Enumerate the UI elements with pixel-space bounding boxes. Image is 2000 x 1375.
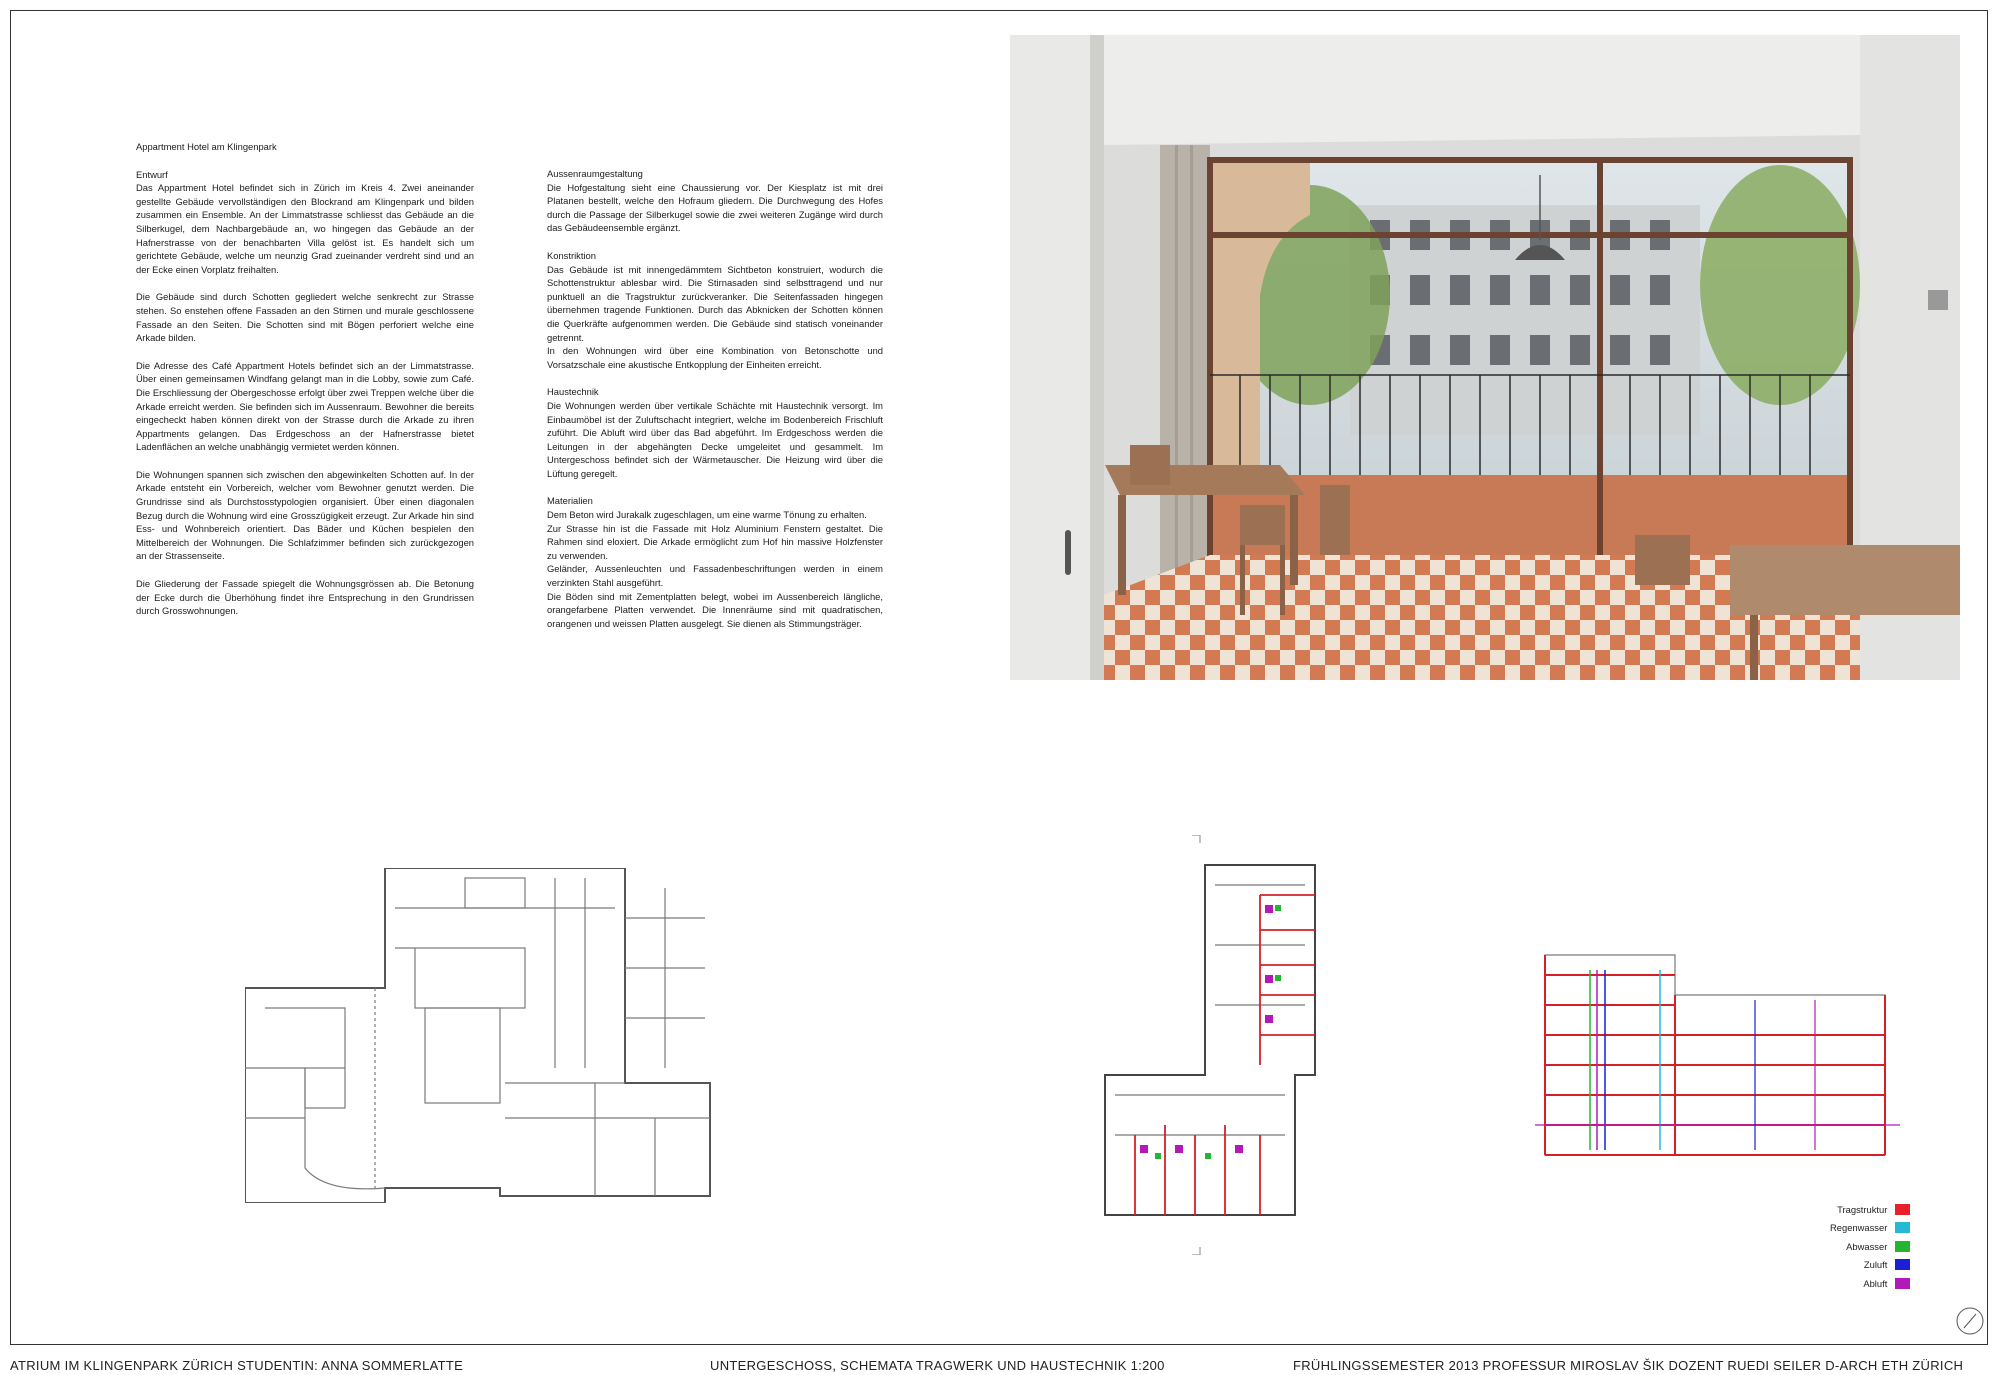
section-heading: Entwurf <box>136 168 168 180</box>
section-body: Dem Beton wird Jurakalk zugeschlagen, um eine warme Tönung zu erhalten. Zur Strasse hin ist die Fassade mit Holz Aluminium Fenstern gestaltet. Die Rahmen sind eloxiert. Die Arkade ermöglicht zum Hof hin massive Holzfenster zu verwenden. Geländer, Aussenleuchten und Fassadenbeschriftungen werden in einem verzinkten Stahl ausgeführt. Die Böden sind mit Zementplatten belegt, wobei im Aussenbereich längliche, orangefarbene Platten verwendet. Die Innenräume sind mit quadratischen, orangenen und weissen Platten ausgelegt. Sie dienen als Stimmungsträger. <box>547 509 883 629</box>
section-heading: Konstriktion <box>547 249 596 261</box>
section-body: Die Adresse des Café Appartment Hotels befindet sich an der Limmatstrasse. Über einen gemeinsamen Windfang gelangt man in die Lobby, sowie zum Café. Die Erschliessung der Obergeschosse erfolgt über zwei Treppen welche über die Arkade erreicht werden. Sie befinden sich im Aussenraum. Bewohner die bereits eingecheckt haben können direkt von der Strasse durch die Arkade zu ihren Appartments gelangen. Das Erdgeschoss an der Hafnerstrasse bietet Ladenflächen an welche unabhängig vermietet werden können. <box>136 359 474 453</box>
legend <box>1830 1200 1910 1293</box>
section-body: Die Wohnungen werden über vertikale Schächte mit Haustechnik versorgt. Im Einbaumöbel ist der Zuluftschacht integriert, welche im Bodenbereich Frischluft zuführt. Die Abluft wird über das Bad abgeführt. Im Erdgeschoss werden die Leitungen in der abgehängten Decke umgeleitet und gesammelt. Im Untergeschoss befindet sich der Wärmetauscher. Die Heizung wird über die Lüftung geregelt. <box>547 399 883 479</box>
section-heading: Aussenraumgestaltung <box>547 168 643 179</box>
text-paragraph <box>547 249 883 371</box>
legend-label: Abwasser <box>1846 1240 1888 1252</box>
section-body: Das Gebäude ist mit innengedämmtem Sichtbeton konstruiert, wodurch die Schottenstruktur ablesbar wird. Die Stirnasaden sind selbsttragend und nur punktuell an die Tragstruktur zurückveranker. Die Seitenfassaden hingegen übernehmen tragende Funktionen. Durch das Abknicken der Schotten können die Querkräfte aufgenommen werden. Die Gebäude sind statisch voneinander getrennt. In den Wohnungen wird über eine Kombination von Betonschotte und Vorsatzschale eine akustische Entkopplung der Einheiten erreicht. <box>547 263 883 370</box>
footer-left: ATRIUM IM KLINGENPARK ZÜRICH STUDENTIN: ANNA SOMMERLATTE <box>10 1358 464 1373</box>
section-body: Die Wohnungen spannen sich zwischen den abgewinkelten Schotten auf. In der Arkade entsteht ein Vorbereich, welcher vom Bewohner genutzt werden. Die Grundrisse sind als Durchstosstypologien organisiert. Über einen diagonalen Bezug durch die Wohnung wird eine Grosszügigkeit erzeugt. Zur Arkade hin sind Ess- und Wohnbereich orientiert. Das Bäder und Küchen bespielen den Mittelbereich der Wohnungen. Die Schlafzimmer befinden sich zurückgezogen an der Strassenseite. <box>136 468 474 562</box>
services-section-diagram <box>1535 950 1910 1165</box>
text-paragraph <box>136 359 474 454</box>
legend-swatch <box>1895 1241 1910 1252</box>
section-heading: Materialien <box>547 495 593 507</box>
footer-center: UNTERGESCHOSS, SCHEMATA TRAGWERK UND HAUSTECHNIK 1:200 <box>710 1358 1165 1373</box>
section-body: Die Gebäude sind durch Schotten gegliedert welche senkrecht zur Strasse stehen. So enstehen offene Fassaden an den Stirnen und murale geschlossene Fassade an den Seiten. Die Schotten sind mit Bögen perforiert welche eine Arkade bilden. <box>136 291 474 344</box>
legend-item <box>1830 1274 1910 1293</box>
structure-floor-plan <box>1065 835 1320 1255</box>
document-title: Appartment Hotel am Klingenpark <box>136 141 277 152</box>
legend-item <box>1830 1219 1910 1238</box>
text-paragraph <box>136 290 474 344</box>
legend-label: Tragstruktur <box>1837 1203 1888 1215</box>
section-body: Das Appartment Hotel befindet sich in Zürich im Kreis 4. Zwei aneinander gestellte Gebäude vervollständigen den Blockrand am Klingenpark und bilden zusammen ein Ensemble. An der Limmatstrasse schliesst das Gebäude an die Silberkugel, dem Nachbargebäude an, wo hingegen das Gebäude an der Hafnerstrasse von der benachbarten Villa gelöst ist. Es handelt sich um gerichtete Gebäude, welche um neunzig Grad zueinander verdreht sind und an der Ecke einen Vorplatz freihalten. <box>136 182 474 275</box>
section-body: Die Hofgestaltung sieht eine Chaussierung vor. Der Kiesplatz ist mit drei Platanen bestellt, welche den Hofraum gliedern. Die Durchwegung des Hofes durch die Passage der Silberkugel sowie die zwei weiteren Zugänge wird durch das Gebäudeensemble ergänzt. <box>547 181 883 234</box>
legend-swatch <box>1895 1259 1910 1270</box>
legend-label: Abluft <box>1863 1277 1888 1289</box>
section-heading: Haustechnik <box>547 386 599 398</box>
legend-label: Zuluft <box>1863 1259 1888 1271</box>
legend-swatch <box>1895 1222 1910 1233</box>
north-arrow-icon <box>1955 1306 1985 1336</box>
legend-item <box>1830 1200 1910 1219</box>
text-paragraph <box>547 167 883 235</box>
legend-swatch <box>1895 1204 1910 1215</box>
legend-swatch <box>1895 1278 1910 1289</box>
text-column-right <box>547 167 883 644</box>
text-paragraph <box>136 577 474 618</box>
text-paragraph <box>136 468 474 563</box>
legend-label: Regenwasser <box>1830 1222 1888 1234</box>
legend-item <box>1830 1237 1910 1256</box>
text-paragraph <box>547 385 883 480</box>
section-body: Die Gliederung der Fassade spiegelt die Wohnungsgrössen ab. Die Betonung der Ecke durch die Überhöhung findet ihre Entsprechung in den Grundrissen durch Grosswohnungen. <box>136 578 474 617</box>
legend-item <box>1830 1256 1910 1275</box>
footer-right: FRÜHLINGSSEMESTER 2013 PROFESSUR MIROSLAV ŠIK DOZENT RUEDI SEILER D-ARCH ETH ZÜRICH <box>1293 1358 1964 1373</box>
basement-floor-plan <box>245 868 715 1203</box>
text-column-left <box>136 140 474 632</box>
text-paragraph <box>547 494 883 630</box>
text-paragraph <box>136 168 474 277</box>
interior-rendering <box>1010 35 1960 680</box>
